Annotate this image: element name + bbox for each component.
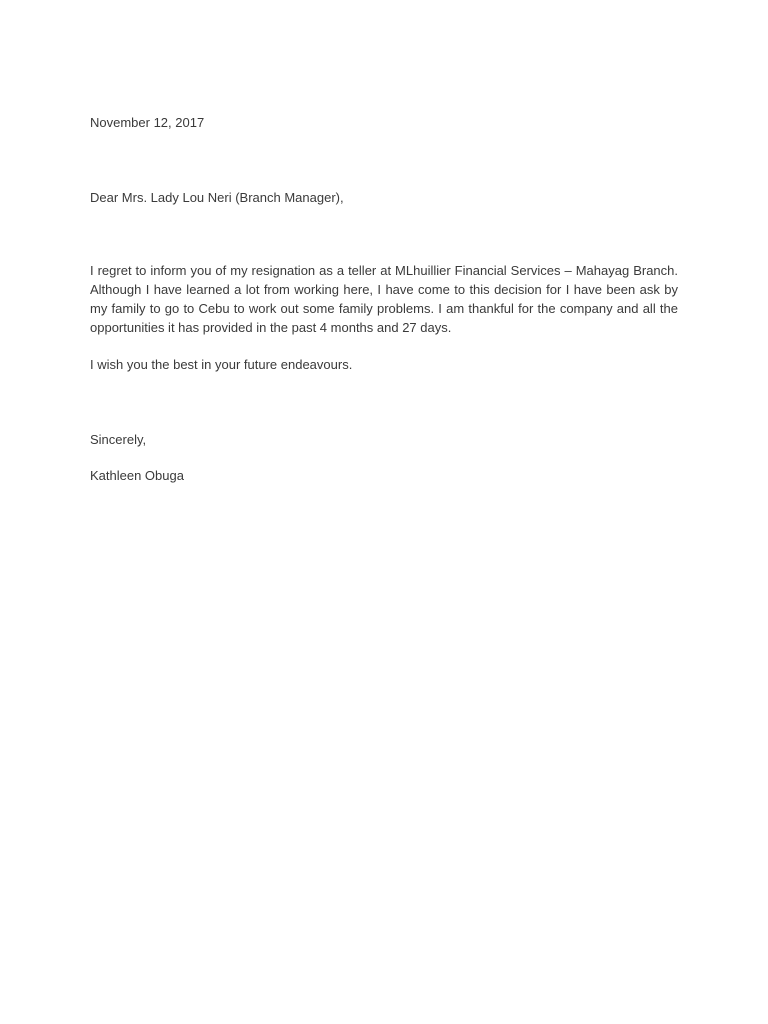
letter-signature-name: Kathleen Obuga	[90, 468, 184, 483]
letter-body-paragraph: I regret to inform you of my resignation as a teller at MLhuillier Financial Services – Mahayag Branch. Although I have learned a lot from working here, I have come to this decision for I have been ask by my family to go to Cebu to work out some family problems. I am thankful for the company and all the opportunities it has provided in the past 4 months and 27 days.	[90, 263, 678, 335]
letter-closing-line: I wish you the best in your future endeavours.	[90, 357, 353, 372]
letter-signoff: Sincerely,	[90, 432, 147, 447]
letter-salutation: Dear Mrs. Lady Lou Neri (Branch Manager),	[90, 190, 344, 205]
letter-date: November 12, 2017	[90, 115, 205, 130]
